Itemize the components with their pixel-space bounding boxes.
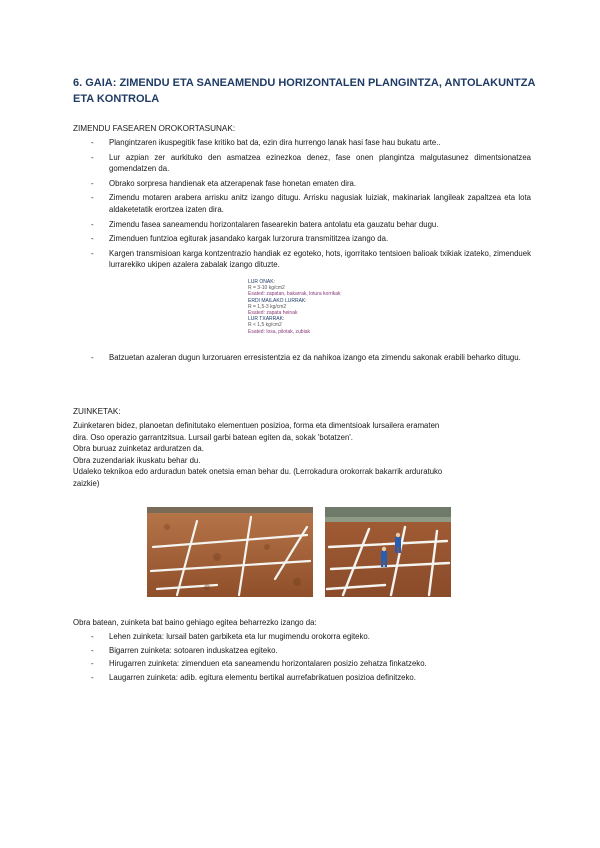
staking-paragraph: Zuinketaren bidez, planoetan definitutako elementuen posizioa, forma eta dimentsioak lursailera eramaten dira. Oso operazio garrantzitsua. Lursail garbi batean egiten da, sokak 'botatzen'. Obra buruaz zuinketaz arduratzen da. Obra zuzendariak ikuskatu behar du. Udaleko teknikoa edo arduradun batek onetsia eman behar du. (Lerrokadura orokorrak bakarrik arduratuko zaizkie)	[73, 421, 443, 488]
section-heading-staking: ZUINKETAK:	[73, 407, 121, 416]
workers-layout-photo-icon	[325, 507, 451, 597]
list-item: - Laugarren zuinketa: adib. egitura elementu bertikal aurrefabrikatuen posizioa definitzeko.	[91, 672, 416, 682]
section-heading-foundations: ZIMENDU FASEAREN OROKORTASUNAK:	[73, 124, 236, 133]
list-item: - Lur azpian zer aurkituko den asmatzea ezinezkoa denez, fase onen plangintza malgutasunez dimentsionatzea gomendatzen da.	[91, 152, 531, 174]
list-item: - Bigarren zuinketa: sotoaren induskatzea egiteko.	[91, 645, 278, 655]
list-item: - Zimenduen funtzioa egiturak jasandako kargak lurzorura transmititzea izango da.	[91, 234, 389, 244]
list-item: - Zimendu motaren arabera arrisku anitz izango ditugu. Arrisku nagusiak luiziak, makinariak langileak zapaltzea eta lota aldaketetatik erortzea izaten dira.	[91, 193, 531, 214]
inset-group-bad: LUR TXARRAK: R < 1,5 kg/cm2 Esated: losa, pilotak, zubiak	[248, 316, 310, 335]
foundation-last-bullet	[91, 352, 531, 367]
list-item: - Plangintzaren ikuspegitik fase kritiko bat da, ezin dira hurrengo lanak hasi fase hau bukatu arte..	[91, 138, 441, 147]
staking-bullet-list	[91, 631, 531, 685]
soil-resistance-inset	[248, 279, 358, 335]
list-item: - Hirugarren zuinketa: zimenduen eta saneamendu horizontalaren posizio zehatza finkatzeko.	[91, 659, 427, 669]
inset-group-medium: ERDI MAILAKO LURRAK: R = 1,5-3 kg/cm2 Esated: zapata heinak	[248, 297, 307, 317]
list-item: - Kargen transmisioan karga kontzentrazio handiak ez egoteko, hots, igorritako tentsioen balioak txikiak izateko, zimenduek lurrarekiko ukipen azalera zabalak izango dituzte.	[91, 248, 531, 270]
staking-intro: Obra batean, zuinketa bat baino gehiago egitea beharrezko izango da:	[73, 618, 317, 627]
list-item: - Zimendu fasea saneamendu horizontalaren fasearekin batera antolatu eta gauzatu behar dugu.	[91, 219, 439, 229]
foundation-bullet-list	[91, 137, 531, 274]
staked-ground-photo-icon	[147, 507, 313, 597]
staked-ground-photo	[147, 507, 313, 597]
list-item: - Lehen zuinketa: lursail baten garbiketa eta lur mugimendu orokorra egiteko.	[91, 632, 370, 641]
list-item: - Batzuetan azaleran dugun lurzoruaren erresistentzia ez da nahikoa izango eta zimendu sakonak erabili beharko ditugu.	[91, 353, 521, 362]
page-title: 6. GAIA: ZIMENDU ETA SANEAMENDU HORIZONTALEN PLANGINTZA, ANTOLAKUNTZA ETA KONTROLA	[73, 77, 535, 105]
workers-layout-photo	[325, 507, 451, 597]
list-item: - Obrako sorpresa handienak eta atzerapenak fase honetan ematen dira.	[91, 178, 357, 188]
inset-group-good: LUR ONAK: R = 3-10 kg/cm2 Esated: zapatan, bakarrak, lotura korrikak	[248, 279, 341, 298]
